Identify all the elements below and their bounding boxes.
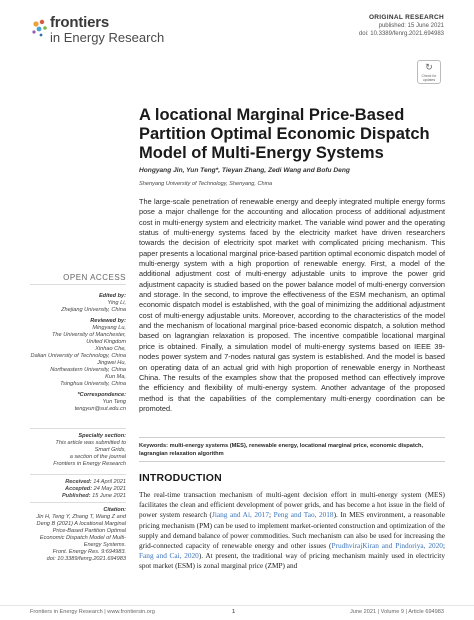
specialty-label: Specialty section: [78, 433, 126, 439]
keywords-text: multi-energy systems (MES), renewable energy, locational marginal price, economic dispatch, lagrangian relaxation algorithm [139, 443, 424, 457]
published-date-side: 15 June 2021 [92, 493, 126, 500]
article-meta [359, 14, 444, 38]
editor-affiliation: Zhejiang University, China [61, 307, 126, 313]
correspondence-label: *Correspondence: [77, 392, 126, 398]
reviewer-affiliation: Northeastern University, China [50, 367, 126, 373]
divider [139, 437, 445, 438]
intro-text: The real-time transaction mechanism of multi-agent decision effort in multi-energy system (MES) facilitates the clean and efficient development of power grids, and has become a hot issue in the field of power system research ( [139, 490, 445, 520]
specialty-line: This article was submitted to [55, 440, 126, 446]
affiliation: Shenyang University of Technology, Shenyang, China [139, 181, 273, 187]
reviewer-affiliation: The University of Manchester, [52, 332, 126, 338]
reviewer-affiliation: Tsinghua University, China [60, 381, 126, 387]
citation-line: Economic Dispatch Model of Multi- [39, 535, 126, 541]
citation-line: Front. Energy Res. 9:694983. [52, 549, 126, 555]
correspondence-name: Yun Teng [102, 399, 126, 405]
published-label: Published: [61, 493, 91, 500]
divider [30, 502, 126, 503]
footer-journal[interactable]: Frontiers in Energy Research | www.frontiersin.org [30, 609, 155, 615]
journal-name: in Energy Research [50, 30, 165, 45]
intro-text: ). At present, the traditional way of pricing mechanism mainly used in electricity spot market (ESM) is zonal marginal price (ZMP) and [139, 551, 445, 571]
check-for-updates-badge[interactable] [417, 60, 441, 84]
reviewer-name: Kun Ma, [105, 374, 126, 380]
citation-link[interactable]: PrudhvirajKiran and Pindoriya, 2020 [331, 541, 443, 551]
accepted-date: 24 May 2021 [93, 486, 126, 493]
citation-link[interactable]: Fang and Cai, 2020 [139, 551, 199, 561]
citation-line: Price-Based Partition Optimal [52, 528, 126, 534]
reviewer-affiliation: United Kingdom [86, 339, 126, 345]
citation-link[interactable]: Peng and Tao, 2018 [273, 510, 334, 520]
footer-issue: June 2021 | Volume 9 | Article 694983 [349, 609, 444, 615]
divider [139, 461, 445, 462]
divider [30, 474, 126, 475]
reviewer-name: Mingyang Lu, [92, 325, 126, 331]
citation-line[interactable]: doi: 10.3389/fenrg.2021.694983 [46, 556, 126, 562]
intro-text: ). In MES environment, a reasonable pricing mechanism (PM) can be used to implement market-oriented construction and optimization of the supply and demand balance of power commodities. Such mechanism can also be used for increasing the grid-connected capacity of renewable energy and other issues ( [139, 510, 445, 551]
article-type: ORIGINAL RESEARCH [368, 14, 444, 21]
doi-link[interactable]: doi: 10.3389/fenrg.2021.694983 [358, 31, 444, 37]
article-dates [22, 479, 126, 501]
reviewer-affiliation: Dalian University of Technology, China [30, 353, 126, 359]
footer-divider [0, 605, 474, 606]
check-for-updates-label: Check for updates [421, 74, 437, 82]
specialty-line: Smart Grids, [94, 447, 126, 453]
citation-block [22, 507, 126, 563]
citation-line: Jin H, Teng Y, Zhang T, Wang Z and [36, 514, 126, 520]
open-access-label: OPEN ACCESS [63, 273, 126, 282]
editor-name: Ying Li, [107, 300, 126, 306]
abstract: The large-scale penetration of renewable energy and deeply integrated multiple energy forms pose a major challenge for the accounting and allocation process of additional adjustment cost in multi-energy system and electricity market. The variable wind power and the operating status of multi-energy systems faced by the electricity market have driven researchers towards the decision of electricity spot market with complicated pricing mechanism. This paper presents a locational marginal price-based partition optimal economic dispatch model of multi-energy system with a high proportion of renewable energy. First, a model of the additional adjustment cost of multi-energy adjustable units to improve the power grid adjustment capacity is studied based on the power balance model of multi-energy conversion and storage. In the second, to improve the effectiveness of the ESM mechanism, an optimal economic dispatch model is established, with the goal of minimizing the additional adjustment cost of multi-energy adjustable units. Moreover, according to the characteristics of the model and the mechanism of locational marginal price-based economic dispatch, a solution method based on lagrangian relaxation is proposed. The incentive compatible locational marginal price is obtained. Finally, a simulation model of multi-energy systems based on IEEE 39-nodes power system and 7-nodes natural gas system is established. And the model is based on operating data of an actual grid with high proportion of renewable energy in Northeast China. The results of the examples show that the proposed method can effectively improve the efficiency and flexibility of multi-energy system. Another advantage of the proposed method is that the capabilities of the complementary multi-energy coordination can be promoted. [139, 197, 445, 413]
reviewer-name: Xinhao Che, [95, 346, 126, 352]
keywords-label: Keywords: [139, 443, 169, 449]
received-label: Received: [65, 479, 92, 485]
specialty-line: Frontiers in Energy Research [53, 461, 126, 467]
intro-paragraph [139, 490, 445, 572]
citation-link[interactable]: Jiang and Ai, 2017 [211, 510, 269, 520]
section-heading: INTRODUCTION [139, 472, 222, 484]
edited-by-label: Edited by: [98, 293, 126, 299]
reviewed-by-label: Reviewed by: [90, 318, 126, 324]
author-list: Hongyang Jin, Yun Teng*, Tieyan Zhang, Zedi Wang and Bofu Deng [139, 167, 350, 174]
intro-text: ; [442, 541, 445, 551]
specialty-section [22, 433, 126, 468]
accepted-label: Accepted: [65, 486, 93, 493]
divider [30, 284, 126, 285]
citation-line: Deng B (2021) A locational Marginal [36, 521, 126, 527]
check-for-updates-icon: ↻ [425, 62, 433, 72]
received-date: 14 April 2021 [93, 479, 126, 485]
article-title: A locational Marginal Price-Based Partition Optimal Economic Dispatch Model of Multi-Energy Systems [139, 106, 430, 162]
published-date: published: 15 June 2021 [378, 23, 444, 29]
keywords [139, 442, 445, 458]
citation-label: Citation: [103, 507, 126, 513]
specialty-line: a section of the journal [69, 454, 126, 460]
correspondence-email[interactable]: tengyun@sut.edu.cn [74, 406, 126, 412]
reviewer-name: Jingwei Hu, [97, 360, 126, 366]
divider [30, 428, 126, 429]
intro-text: ; [268, 510, 274, 520]
page-number: 1 [232, 609, 236, 615]
citation-line: Energy Systems. [83, 542, 126, 548]
editor-info [22, 293, 126, 413]
logo-text: frontiers [50, 14, 110, 31]
